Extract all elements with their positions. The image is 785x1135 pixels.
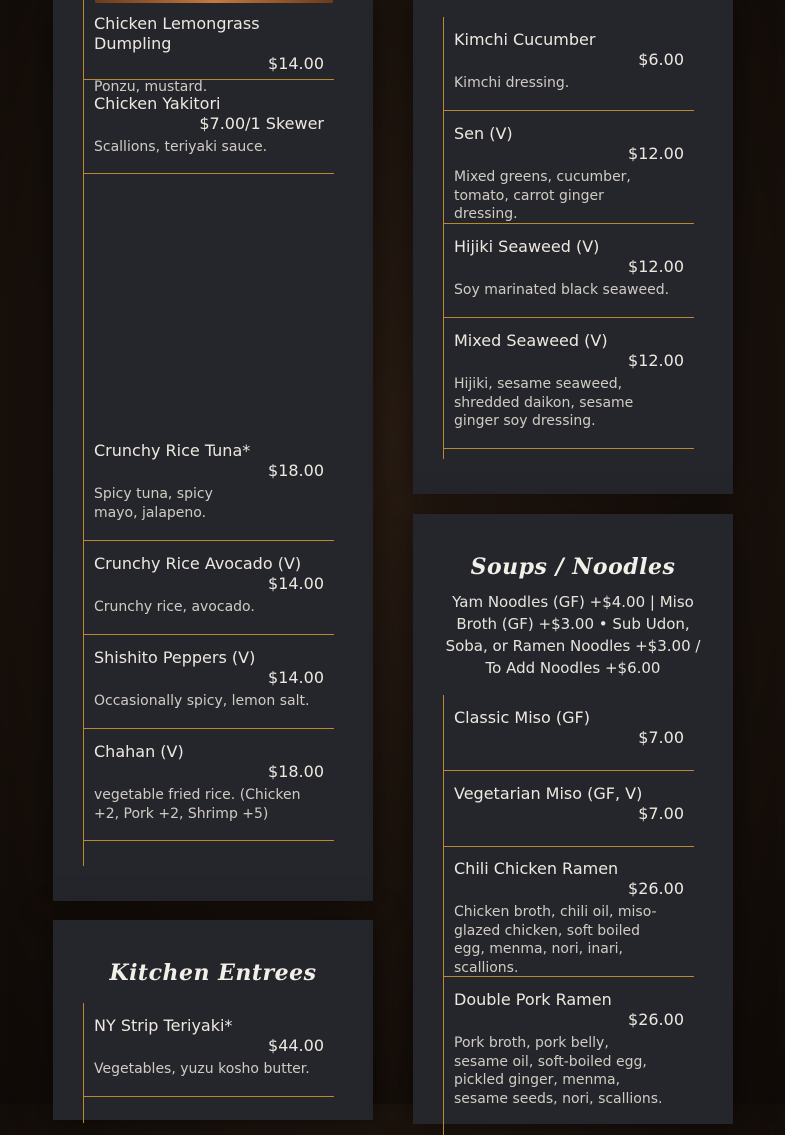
item-name: Sen (V)	[454, 124, 513, 143]
item-price: $12.00	[628, 257, 684, 276]
menu-list	[443, 695, 694, 1135]
menu-list	[443, 17, 694, 459]
item-desc: Kimchi dressing.	[454, 75, 570, 91]
item-price: $14.00	[268, 668, 324, 687]
item-name: Chili Chicken Ramen	[454, 859, 619, 878]
item-desc: Chicken broth, chili oil, miso-glazed chicken, soft boiled egg, menma, nori, inari, scallions.	[454, 904, 657, 976]
menu-panel-kitchen-entrees	[53, 920, 373, 1120]
menu-item	[444, 771, 694, 847]
item-name: Vegetarian Miso (GF, V)	[454, 784, 643, 803]
item-price: $12.00	[628, 144, 684, 163]
item-name: Mixed Seaweed (V)	[454, 331, 608, 350]
item-desc: Ponzu, mustard.	[94, 79, 208, 95]
item-desc: Vegetables, yuzu kosho butter.	[94, 1061, 310, 1077]
menu-item	[444, 224, 694, 318]
section-title: Kitchen Entrees	[109, 960, 317, 986]
item-price: $6.00	[638, 50, 684, 69]
menu-list	[83, 0, 334, 866]
item-price: $12.00	[628, 351, 684, 370]
menu-panel-left-top	[53, 0, 373, 901]
item-price: $7.00	[638, 728, 684, 747]
menu-item	[84, 441, 334, 541]
item-name: Chicken Yakitori	[94, 94, 221, 113]
item-name: Chahan (V)	[94, 742, 184, 761]
item-desc: Scallions, teriyaki sauce.	[94, 139, 268, 155]
menu-panel-soups-noodles	[413, 514, 733, 1124]
item-desc: vegetable fried rice. (Chicken +2, Pork +2, Shrimp +5)	[94, 787, 301, 822]
item-desc: Hijiki, sesame seaweed, shredded daikon, sesame ginger soy dressing.	[454, 376, 634, 429]
item-desc: Pork broth, pork belly, sesame oil, soft-boiled egg, pickled ginger, menma, sesame seeds, nori, scallions.	[454, 1035, 663, 1107]
item-name: Chicken Lemongrass Dumpling	[94, 14, 260, 53]
section-note: Yam Noodles (GF) +$4.00 | Miso Broth (GF) +$3.00 • Sub Udon, Soba, or Ramen Noodles +$3.00 / To Add Noodles +$6.00	[445, 593, 701, 677]
menu-panel-right-top	[413, 0, 733, 494]
item-price: $44.00	[268, 1036, 324, 1055]
item-name: Shishito Peppers (V)	[94, 648, 256, 667]
section-title: Soups / Noodles	[470, 554, 676, 580]
item-price: $18.00	[268, 461, 324, 480]
item-price: $7.00/1 Skewer	[199, 114, 324, 133]
item-desc: Mixed greens, cucumber, tomato, carrot ginger dressing.	[454, 169, 631, 222]
item-name: NY Strip Teriyaki*	[94, 1016, 233, 1035]
item-price: $18.00	[268, 762, 324, 781]
menu-item	[444, 847, 694, 977]
item-price: $26.00	[628, 879, 684, 898]
menu-item	[84, 541, 334, 635]
menu-item	[84, 80, 334, 174]
item-name: Crunchy Rice Tuna*	[94, 441, 251, 460]
menu-item	[84, 0, 334, 95]
menu-item	[444, 17, 694, 111]
item-name: Double Pork Ramen	[454, 990, 612, 1009]
item-name: Kimchi Cucumber	[454, 30, 596, 49]
menu-item	[84, 729, 334, 841]
item-name: Hijiki Seaweed (V)	[454, 237, 600, 256]
menu-item	[444, 318, 694, 449]
menu-item	[84, 635, 334, 729]
item-name: Crunchy Rice Avocado (V)	[94, 554, 302, 573]
item-price: $7.00	[638, 804, 684, 823]
item-price: $14.00	[268, 54, 324, 73]
menu-item	[84, 1003, 334, 1097]
menu-item	[444, 695, 694, 771]
menu-list	[83, 1003, 334, 1123]
item-desc: Crunchy rice, avocado.	[94, 599, 255, 615]
item-price: $14.00	[268, 574, 324, 593]
item-desc: Occasionally spicy, lemon salt.	[94, 693, 310, 709]
item-price: $26.00	[628, 1010, 684, 1029]
item-desc: Soy marinated black seaweed.	[454, 282, 670, 298]
item-desc: Spicy tuna, spicy mayo, jalapeno.	[94, 486, 213, 521]
menu-item	[444, 977, 694, 1127]
item-name: Classic Miso (GF)	[454, 708, 590, 727]
image-placeholder	[84, 174, 334, 441]
menu-item	[444, 111, 694, 224]
